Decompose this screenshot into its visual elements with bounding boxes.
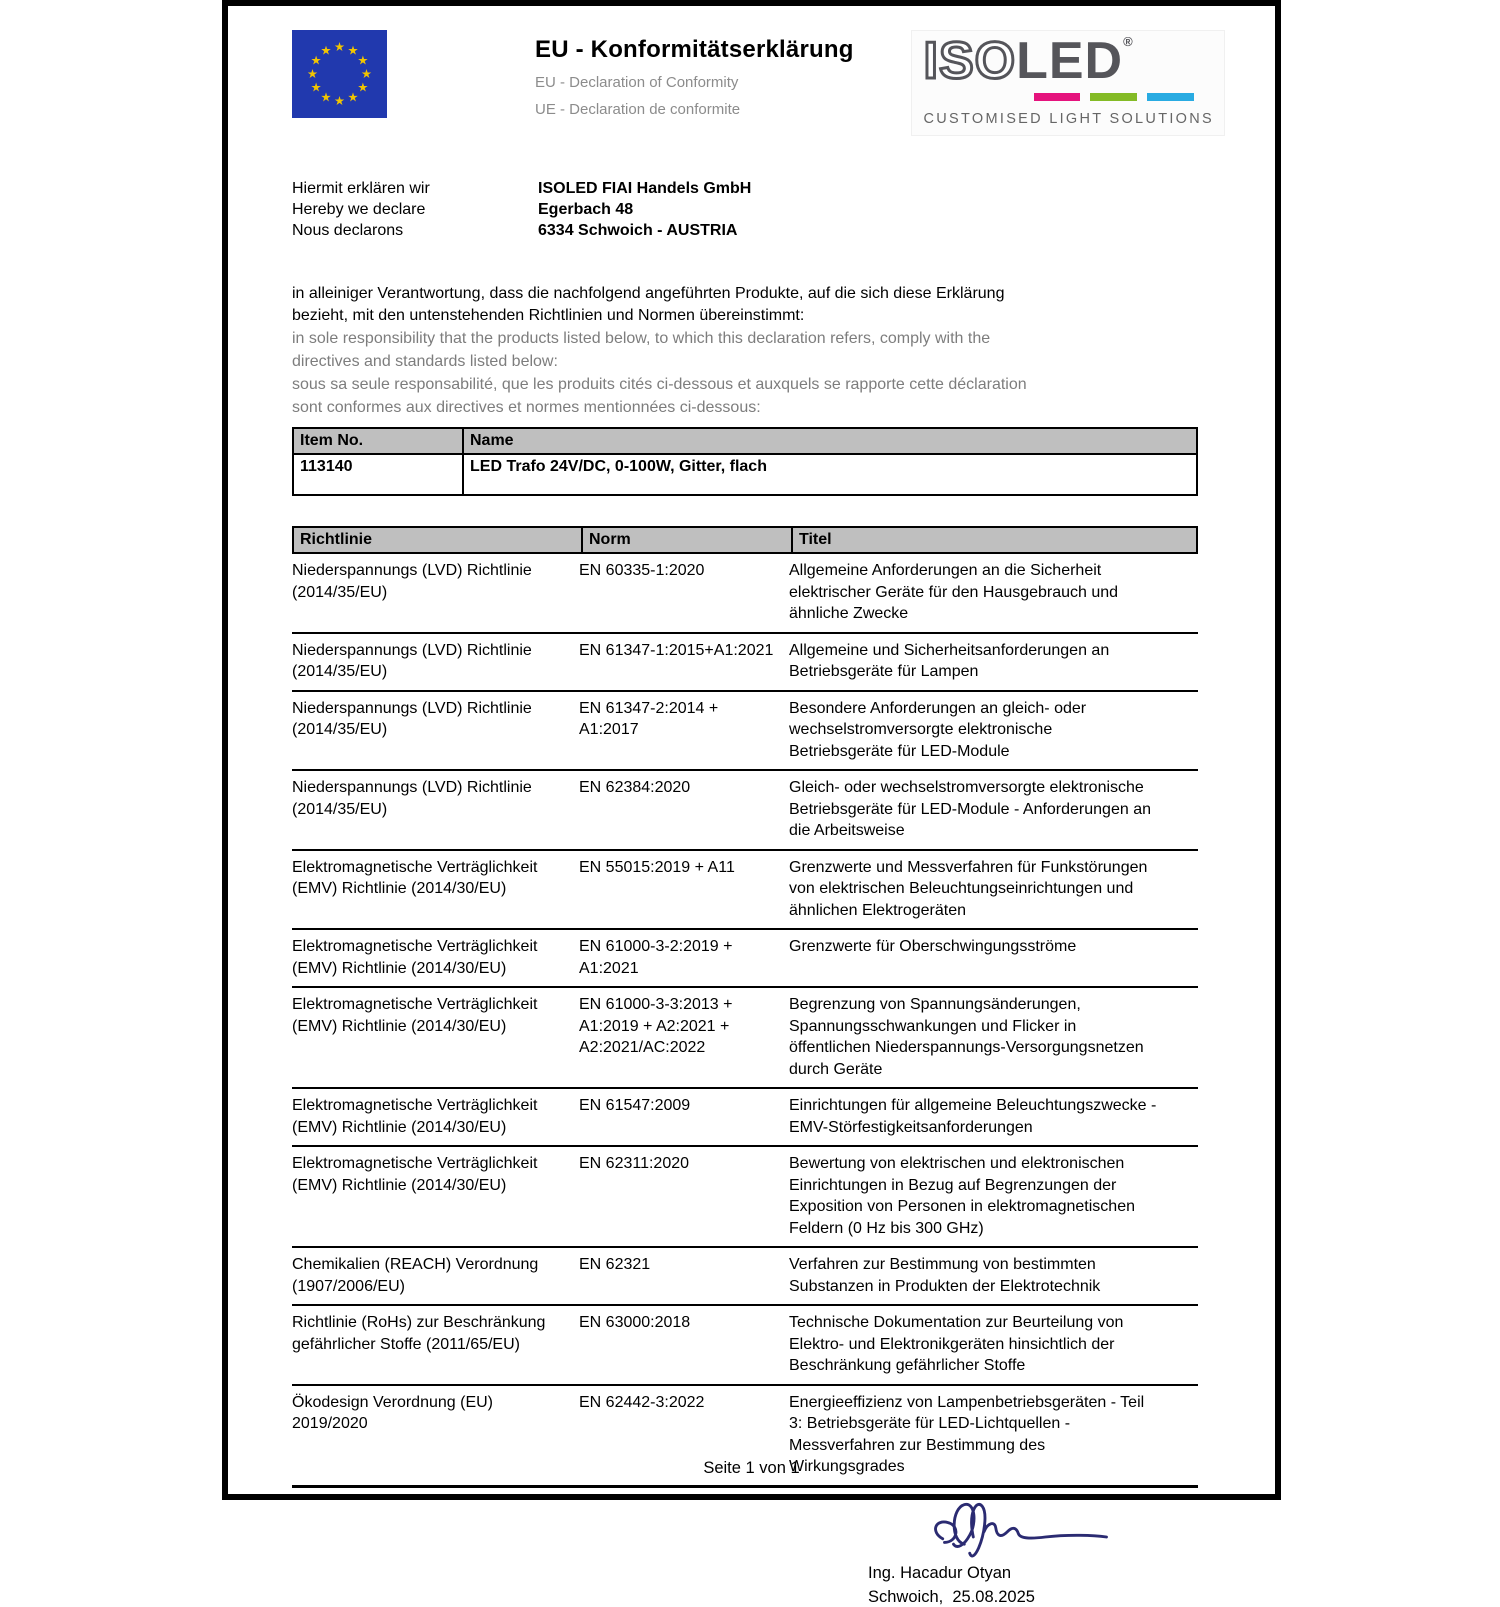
directive-cell-titel: Allgemeine Anforderungen an die Sicherheit elektrischer Geräte für den Hausgebrauch und ähnliche Zwecke (789, 562, 1119, 623)
directive-cell-richtlinie: Elektromagnetische Verträglichkeit (EMV) Richtlinie (2014/30/EU) (292, 858, 538, 898)
conformity-statement (292, 283, 1044, 419)
page-content (228, 6, 1275, 1607)
directive-cell-titel: Grenzwerte für Oberschwingungsströme (789, 938, 1077, 956)
declaration-intro-en: Hereby we declare (292, 201, 426, 218)
company-name: ISOLED FIAI Handels GmbH (538, 180, 752, 197)
directive-cell-titel: Verfahren zur Bestimmung von bestimmten Substanzen in Produkten der Elektrotechnik (789, 1256, 1101, 1295)
directives-table-row (292, 771, 1198, 851)
directives-table-row (292, 1147, 1198, 1248)
logo-bar-blue (1147, 93, 1194, 101)
directive-cell-titel: Allgemeine und Sicherheitsanforderungen an Betriebsgeräte für Lampen (789, 641, 1110, 681)
item-table-header-itemno: Item No. (300, 432, 364, 450)
directives-header-richtlinie: Richtlinie (300, 531, 373, 549)
declaration-intro-fr: Nous declarons (292, 222, 404, 239)
declaration-intro-de: Hiermit erklären wir (292, 180, 430, 197)
directives-table-row (292, 1306, 1198, 1386)
signature-block (868, 1492, 1228, 1607)
directive-cell-richtlinie: Ökodesign Verordnung (EU) 2019/2020 (292, 1393, 493, 1433)
directive-cell-richtlinie: Elektromagnetische Verträglichkeit (EMV) Richtlinie (2014/30/EU) (292, 996, 538, 1035)
directive-cell-richtlinie: Niederspannungs (LVD) Richtlinie (2014/35/EU) (292, 641, 532, 681)
page-number: Seite 1 von 1 (703, 1459, 800, 1477)
directive-cell-titel: Bewertung von elektrischen und elektronischen Einrichtungen in Bezug auf Begrenzungen der Exposition von Personen in elektromagnetischen Feldern (0 Hz bis 300 GHz) (789, 1155, 1135, 1237)
directive-cell-norm: EN 62442-3:2022 (579, 1393, 705, 1411)
company-address (538, 178, 751, 241)
declaration-block (292, 178, 1225, 241)
directive-cell-richtlinie: Chemikalien (REACH) Verordnung (1907/2006/EU) (292, 1256, 539, 1295)
directive-cell-norm: EN 62311:2020 (579, 1155, 690, 1173)
directive-cell-titel: Technische Dokumentation zur Beurteilung von Elektro- und Elektronikgeräten hinsichtlich der Beschränkung gefährlicher Stoffe (789, 1314, 1124, 1375)
directive-cell-richtlinie: Niederspannungs (LVD) Richtlinie (2014/35/EU) (292, 779, 532, 818)
document-header (292, 30, 1225, 136)
directives-header-norm: Norm (581, 528, 791, 552)
isoled-logo (911, 30, 1226, 136)
directive-cell-norm: EN 61347-2:2014 + A1:2017 (579, 699, 719, 739)
logo-bar-pink (1034, 93, 1081, 101)
item-table-row (294, 455, 1196, 494)
directive-cell-titel: Grenzwerte und Messverfahren für Funkstörungen von elektrischen Beleuchtungseinrichtungen und ähnlichen Elektrogeräten (789, 858, 1148, 919)
directives-header-titel: Titel (791, 528, 1196, 552)
directives-table-row (292, 554, 1198, 634)
directive-cell-richtlinie: Elektromagnetische Verträglichkeit (EMV) Richtlinie (2014/30/EU) (292, 1097, 538, 1136)
company-city: 6334 Schwoich - AUSTRIA (538, 222, 738, 239)
logo-color-bars (1034, 93, 1194, 101)
statement-en: in sole responsibility that the products listed below, to which this declaration refers, comply with the directives and standards listed below: (292, 330, 991, 371)
directive-cell-richtlinie: Elektromagnetische Verträglichkeit (EMV) Richtlinie (2014/30/EU) (292, 1155, 538, 1194)
item-table-header (294, 429, 1196, 455)
directives-table-header (292, 526, 1198, 554)
directives-table-row (292, 930, 1198, 988)
directive-cell-richtlinie: Niederspannungs (LVD) Richtlinie (2014/35/EU) (292, 562, 532, 601)
eu-flag-icon (292, 30, 387, 118)
directives-table-row (292, 1089, 1198, 1147)
directive-cell-norm: EN 63000:2018 (579, 1314, 691, 1332)
directive-cell-richtlinie: Niederspannungs (LVD) Richtlinie (2014/35/EU) (292, 699, 532, 739)
directives-table-row (292, 692, 1198, 772)
logo-tagline: CUSTOMISED LIGHT SOLUTIONS (923, 111, 1214, 127)
page-title: EU - Konformitätserklärung (535, 36, 854, 63)
directives-table-row (292, 988, 1198, 1089)
document-page (222, 0, 1281, 1606)
directives-table-row (292, 634, 1198, 692)
directive-cell-titel: Einrichtungen für allgemeine Beleuchtungszwecke - EMV-Störfestigkeitsanforderungen (789, 1097, 1157, 1136)
logo-bar-green (1090, 93, 1137, 101)
handwritten-signature (906, 1492, 1136, 1564)
directive-cell-richtlinie: Elektromagnetische Verträglichkeit (EMV) Richtlinie (2014/30/EU) (292, 938, 538, 977)
directive-cell-norm: EN 62321 (579, 1256, 651, 1274)
subtitle-fr: UE - Declaration de conformite (535, 101, 741, 118)
directive-cell-titel: Energieeffizienz von Lampenbetriebsgeräten - Teil 3: Betriebsgeräte für LED-Lichtquellen - Messverfahren zur Bestimmung des Wirkungsgrades (789, 1393, 1145, 1476)
directive-cell-norm: EN 62384:2020 (579, 779, 691, 797)
item-no-cell: 113140 (300, 458, 353, 476)
company-street: Egerbach 48 (538, 201, 634, 218)
directive-cell-richtlinie: Richtlinie (RoHs) zur Beschränkung gefährlicher Stoffe (2011/65/EU) (292, 1314, 546, 1353)
directive-cell-titel: Besondere Anforderungen an gleich- oder wechselstromversorgte elektronische Betriebsgeräte für LED-Module (789, 699, 1087, 760)
directives-table (292, 526, 1198, 1488)
logo-led-text: LED (1016, 32, 1124, 90)
directives-table-row (292, 1248, 1198, 1306)
registered-trademark-icon: ® (1123, 34, 1134, 49)
statement-de: in alleiniger Verantwortung, dass die nachfolgend angeführten Produkte, auf die sich diese Erklärung bezieht, mit den untenstehenden Richtlinien und Normen übereinstimmt: (292, 285, 1005, 325)
directive-cell-norm: EN 61000-3-2:2019 + A1:2021 (579, 938, 733, 977)
item-name-cell: LED Trafo 24V/DC, 0-100W, Gitter, flach (462, 455, 1196, 494)
directive-cell-norm: EN 61347-1:2015+A1:2021 (579, 641, 774, 659)
directives-table-body (292, 554, 1198, 1488)
directive-cell-norm: EN 55015:2019 + A11 (579, 858, 735, 876)
statement-fr: sous sa seule responsabilité, que les produits cités ci-dessous et auxquels se rapporte cette déclaration sont conformes aux directives et normes mentionnées ci-dessous: (292, 376, 1027, 417)
directive-cell-titel: Gleich- oder wechselstromversorgte elektronische Betriebsgeräte für LED-Module - Anforderungen an die Arbeitsweise (789, 779, 1151, 840)
signature-place-date: Schwoich, 25.08.2025 (868, 1587, 1035, 1606)
isoled-logo-wordmark (923, 32, 1215, 90)
directive-cell-titel: Begrenzung von Spannungsänderungen, Spannungsschwankungen und Flicker in öffentlichen Niederspannungs-Versorgungsnetzen durch Geräte (789, 996, 1144, 1078)
title-block (535, 30, 854, 118)
signer-name: Ing. Hacadur Otyan (868, 1563, 1012, 1582)
directive-cell-norm: EN 61000-3-3:2013 + A1:2019 + A2:2021 + A2:2021/AC:2022 (579, 996, 733, 1057)
declaration-intro (292, 178, 538, 241)
item-table (292, 427, 1198, 496)
logo-iso-text: ISO (923, 32, 1017, 90)
item-table-header-name: Name (462, 429, 1196, 453)
directive-cell-norm: EN 61547:2009 (579, 1097, 691, 1115)
directives-table-row (292, 851, 1198, 931)
directive-cell-norm: EN 60335-1:2020 (579, 562, 705, 580)
subtitle-en: EU - Declaration of Conformity (535, 74, 739, 91)
